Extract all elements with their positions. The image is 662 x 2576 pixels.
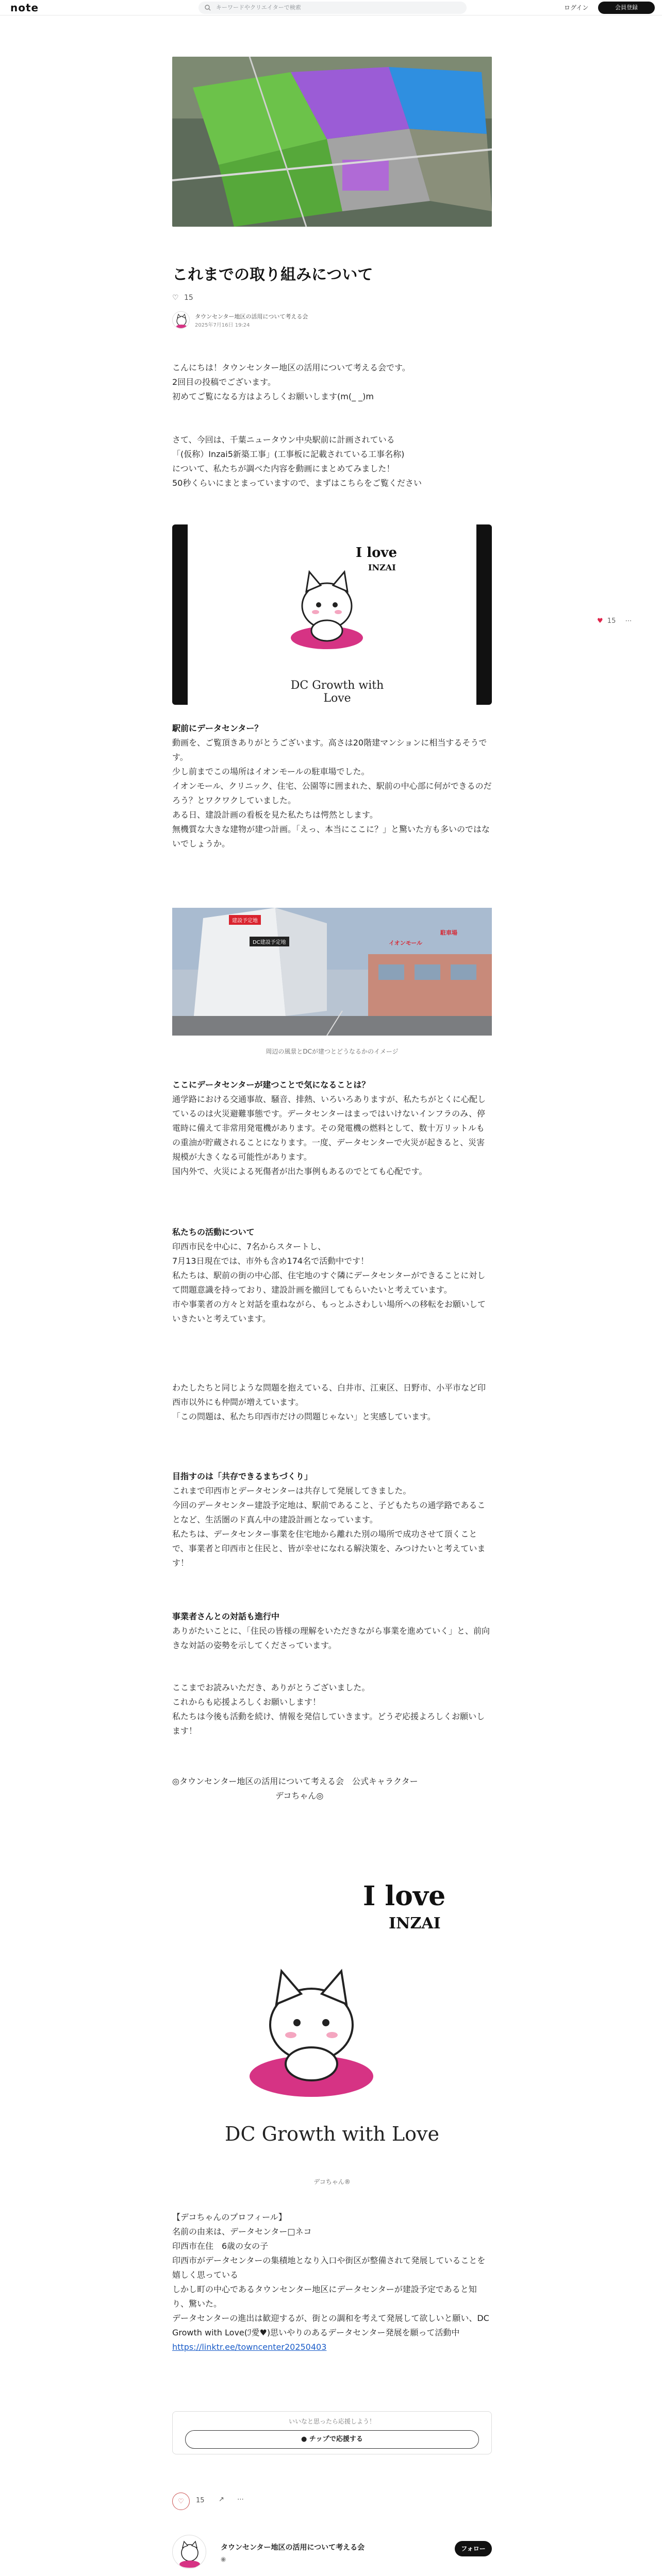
section-4: [172, 1469, 492, 1570]
mascot-logo-line1: I love: [363, 1880, 446, 1912]
top-like-row: [172, 294, 492, 302]
cat-mascot-icon: [239, 1922, 394, 2123]
photo-label: DC建設予定地: [250, 937, 289, 946]
note-logo[interactable]: note: [10, 2, 39, 14]
search-placeholder: キーワードやクリエイターで検索: [216, 4, 301, 11]
photo-label: 建設予定地: [229, 915, 261, 925]
video-right-bar: [476, 524, 492, 705]
section-3: [172, 1225, 492, 1326]
share-icon[interactable]: ↗: [219, 2496, 224, 2503]
intro-line: について、私たちが調べた内容を動画にまとめてみました！: [172, 464, 395, 473]
more-options-icon[interactable]: ⋯: [625, 617, 632, 625]
paragraph: イオンモール、クリニック、住宅、公園等に囲まれた、駅前の中心部に何ができるのだろう？とワクワクしていました。: [172, 781, 492, 805]
signoff: [172, 1774, 492, 1803]
intro-line: 初めてご覧になる方はよろしくお願いします(m(_ _)m: [172, 392, 374, 401]
mascot-caption: デコちゃん®: [313, 2178, 351, 2185]
street-photo: [172, 908, 492, 1036]
creator-block: [172, 2535, 492, 2576]
profile-line: 印西市在住 6歳の女の子: [172, 2241, 269, 2251]
more-options-icon[interactable]: ⋯: [237, 2496, 244, 2503]
tip-button[interactable]: [185, 2430, 479, 2449]
rss-icon[interactable]: ◉: [221, 2555, 226, 2563]
section-1: [172, 721, 492, 851]
photo-label: 駐車場: [440, 929, 457, 936]
top-header: [0, 0, 662, 15]
author-block[interactable]: [172, 309, 492, 330]
intro-line: さて、今回は、千葉ニュータウン中央駅前に計画されている: [172, 435, 395, 445]
floating-like-button[interactable]: [597, 617, 632, 625]
mascot-image: [172, 1865, 492, 2169]
paragraph: わたしたちと同じような問題を抱えている、白井市、江東区、日野市、小平市など印西市以外にも仲間が増えています。: [172, 1383, 486, 1407]
profile-line: 名前の由来は、データセンター□ネコ: [172, 2227, 312, 2236]
paragraph: 通学路における交通事故、騒音、排熱、いろいろありますが、私たちがとくに心配しているのは火災避難事態です。データセンターはまっではいけないインフラのみ、停電時に備えて非常用発電機があります。その発電機の燃料として、数十万リットルもの重油が貯蔵されることになります。一度、データセンターで火災が起きると、災害規模が大きくなる可能性があります。: [172, 1094, 486, 1162]
creator-name[interactable]: タウンセンター地区の活用について考える会: [221, 2544, 365, 2552]
author-avatar[interactable]: [172, 311, 190, 329]
article-title: これまでの取り組みについて: [172, 266, 373, 284]
video-left-bar: [172, 524, 188, 705]
paragraph: これからも応援よろしくお願いします！: [172, 1697, 321, 1707]
paragraph: 国内外で、火災による死傷者が出た事例もあるのでとても心配です。: [172, 1166, 427, 1176]
post-date: 2025年7月16日 19:24: [195, 323, 250, 328]
search-icon: [205, 5, 211, 11]
action-bar: [172, 2493, 492, 2508]
video-embed[interactable]: [172, 524, 492, 705]
paragraph: 市や事業者の方々と対話を重ねながら、もっとふさわしい場所への移転をお願いしていきたいと考えています。: [172, 1299, 486, 1324]
paragraph: これまで印西市とデータセンターは共存して発展してきました。: [172, 1486, 411, 1496]
support-box: [172, 2411, 492, 2454]
heart-icon: ♡: [178, 2497, 184, 2505]
author-name[interactable]: タウンセンター地区の活用について考える会: [195, 313, 308, 320]
like-count: 15: [196, 2497, 205, 2504]
search-input[interactable]: [198, 2, 467, 14]
section-heading: ここにデータセンターが建つことで気になることは？: [172, 1080, 370, 1090]
support-question: いいなと思ったら応援しよう！: [288, 2418, 375, 2425]
like-button[interactable]: [172, 2493, 190, 2510]
section-heading: 事業者さんとの対話も進行中: [172, 1612, 280, 1621]
creator-avatar[interactable]: [172, 2535, 206, 2569]
like-count: 15: [184, 294, 193, 302]
section-5: [172, 1609, 492, 1653]
profile-line: しかし町の中心であるタウンセンター地区にデータセンターが建設予定であると知り、驚いた。: [172, 2284, 477, 2309]
heart-icon[interactable]: ♥: [597, 617, 603, 625]
follow-button[interactable]: フォロー: [455, 2541, 492, 2556]
section-3b: [172, 1381, 492, 1424]
paragraph: ある日、建設計画の看板を見た私たちは愕然とします。: [172, 810, 378, 820]
intro-line: こんにちは！タウンセンター地区の活用について考える会です。: [172, 363, 410, 372]
profile-line: 【デコちゃんのプロフィール】: [172, 2212, 287, 2222]
signoff-line: ◎タウンセンター地区の活用について考える会 公式キャラクター: [172, 1776, 418, 1786]
mascot-logo-line2: INZAI: [389, 1914, 441, 1933]
photo-caption: 周辺の風景とDCが建つとどうなるかのイメージ: [266, 1048, 399, 1055]
intro-line: 50秒くらいにまとまっていますので、まずはこちらをご覧ください: [172, 478, 422, 488]
photo-label: イオンモール: [389, 940, 423, 946]
paragraph: 動画を、ご覧頂きありがとうございます。高さは20階建マンションに相当するそうです。: [172, 738, 487, 762]
paragraph: 印西市民を中心に、7名からスタートし、: [172, 1242, 326, 1251]
paragraph: 無機質な大きな建物が建つ計画。「えっ、本当にここに？」と驚いた方も多いのではないでしょうか。: [172, 824, 490, 849]
tip-icon: ●: [301, 2435, 307, 2443]
video-logo-bottom: DC Growth with Love: [290, 679, 384, 705]
paragraph: 「この問題は、私たち印西市だけの問題じゃない」と実感しています。: [172, 1412, 436, 1421]
register-button[interactable]: 会員登録: [598, 2, 655, 14]
intro-text: [172, 361, 492, 404]
profile-link[interactable]: https://linktr.ee/towncenter20250403: [172, 2342, 327, 2352]
video-logo-line1: I love: [356, 545, 398, 561]
section-heading: 私たちの活動について: [172, 1227, 255, 1237]
paragraph: 私たちは、データセンター事業を住宅地から離れた別の場所で成功させて頂くことで、事業者と印西市と住民と、皆が幸せになれる解決策を、みつけたいと考えています！: [172, 1529, 486, 1568]
section-2: [172, 1078, 492, 1179]
paragraph: ありがたいことに、「住民の皆様の理解をいただきながら事業を進めていく」と、前向きな対話の姿勢を示してくださっています。: [172, 1626, 490, 1650]
paragraph: 私たちは、駅前の街の中心部、住宅地のすぐ隣にデータセンターができることに対して問題意識を持っており、建設計画を撤回してもらいたいと考えています。: [172, 1270, 486, 1295]
floating-like-count: 15: [607, 617, 616, 625]
tip-button-label: チップで応援する: [309, 2435, 363, 2443]
intro-text-2: [172, 433, 492, 490]
closing-text: [172, 1681, 492, 1738]
section-heading: 目指すのは「共存できるまちづくり」: [172, 1471, 312, 1481]
mascot-logo-bottom: DC Growth with Love: [225, 2123, 439, 2145]
hero-image: [172, 57, 492, 227]
login-link[interactable]: ログイン: [564, 4, 589, 11]
paragraph: ここまでお読みいただき、ありがとうございました。: [172, 1683, 370, 1692]
profile-block: [172, 2210, 492, 2354]
intro-line: 2回目の投稿でございます。: [172, 377, 276, 387]
paragraph: 少し前までこの場所はイオンモールの駐車場でした。: [172, 767, 370, 776]
paragraph: 7月13日現在では、市外も含め174名で活動中です！: [172, 1256, 369, 1266]
intro-line: 「(仮称）Inzai5新築工事」(工事板に記載されている工事名称): [172, 449, 405, 459]
profile-line: 印西市がデータセンターの集積地となり入口や街区が整備されて発展していることを嬉しく思っている: [172, 2256, 486, 2280]
profile-line: データセンターの進出は歓迎するが、街との調和を考えて発展して欲しいと願い、DC Growth with Love(ℐ愛♥)思いやりのあるデータセンター発展を願って活動中: [172, 2313, 489, 2337]
video-logo-line2: INZAI: [368, 563, 396, 572]
paragraph: 私たちは今後も活動を続け、情報を発信していきます。どうぞ応援よろしくお願いします！: [172, 1711, 485, 1736]
paragraph: 今回のデータセンター建設予定地は、駅前であること、子どもたちの通学路であることなど、生活圏のド真ん中の建設計画となっています。: [172, 1500, 486, 1524]
heart-icon[interactable]: ♡: [172, 294, 179, 302]
signoff-line: デコちゃん◎: [275, 1791, 324, 1801]
section-heading: 駅前にデータセンター？: [172, 723, 263, 733]
